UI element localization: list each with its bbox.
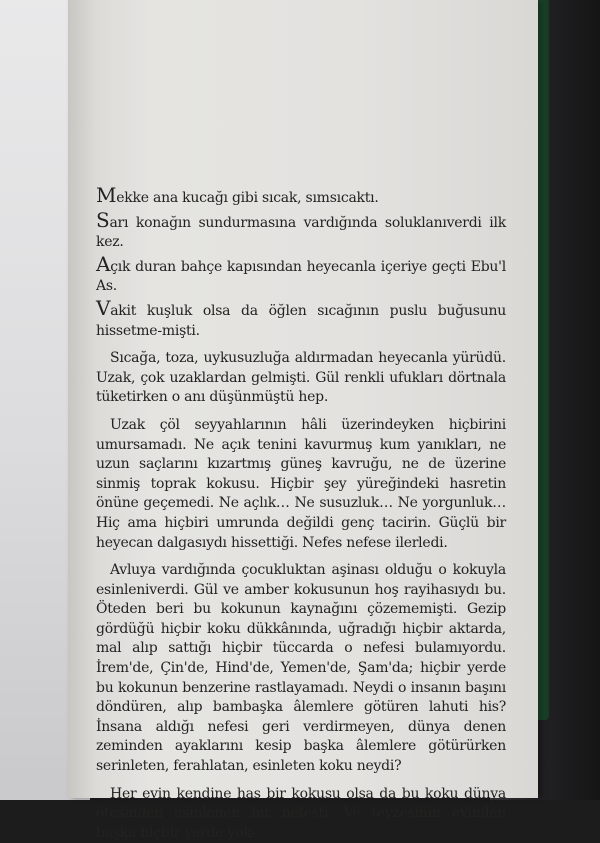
page-text [96,183,506,843]
paragraph: Uzak çöl seyyahlarının hâli üzerindeyken hiçbirini umursamadı. Ne açık tenini kavurmuş kum yanıkları, ne uzun saçlarını kızartmış güneş kavruğu, ne de üzerine sinmiş toprak kokusu. Hiçbir şey yüreğindeki hasretin önüne geçemedi. Ne açlık… Ne susuzluk… Ne yorgunluk… Hiç ama hiçbiri umrunda değildi genç tacirin. Güçlü bir heyecan dalgasıydı hissettiği. Nefes nefese ilerledi. [96,416,506,551]
book-page [68,0,538,841]
initial-letter: A [96,251,111,276]
opening-line [96,251,506,297]
opening-line [96,295,506,341]
paragraph: Avluya vardığında çocukluktan aşinası olduğu o kokuyla esinleniverdi. Gül ve amber kokusunun hoş rayihasıydı bu. Öteden beri bu kokunun kaynağını çözememişti. Gezip gördüğü hiçbir koku dükkânında, uğradığı hiçbir aktarda, mal alıp sattığı hiçbir tüccarda o nefesi bulamıyordu. İrem'de, Çin'de, Hind'de, Yemen'de, Şam'da; hiçbir yerde bu kokunun benzerine rastlayamadı. Neydi o insanın başını döndüren, alıp bambaşka âlemlere götüren lahuti his? İnsana aldığı nefesi geri verdirmeyen, dünya denen zeminden ayaklarını kesip başka âlemlere götürürken serinleten, ferahlatan, esinleten koku neydi? [96,562,506,775]
initial-letter: S [96,207,110,232]
paragraph: Sıcağa, toza, uykusuzluğa aldırmadan heyecanla yürüdü. Uzak, çok uzaklardan gelmişti. Gül renkli ufukları dörtnala tüketirken o anı düşünmüştü hep. [96,350,506,406]
initial-letter: M [96,183,117,207]
initial-letter: V [96,295,111,320]
opening-line [96,207,506,253]
opening-lines [96,183,506,341]
opening-line [96,183,506,209]
paragraph: Her evin kendine has bir kokusu olsa da bu koku dünya ötesinden esinlenen bir nefesti. Ve teyzesinin evinden başka hiçbir yerde yok- [96,785,506,841]
line-text: ekke ana kucağı gibi sıcak, sımsıcaktı. [116,190,379,206]
line-text: arı konağın sundurmasına vardığında soluklanıverdi ilk kez. [96,214,506,251]
line-text: akit kuşluk olsa da öğlen sıcağının puslu buğusunu hissetme-mişti. [96,302,506,339]
line-text: çık duran bahçe kapısından heyecanla içeriye geçti Ebu'l As. [96,258,506,295]
